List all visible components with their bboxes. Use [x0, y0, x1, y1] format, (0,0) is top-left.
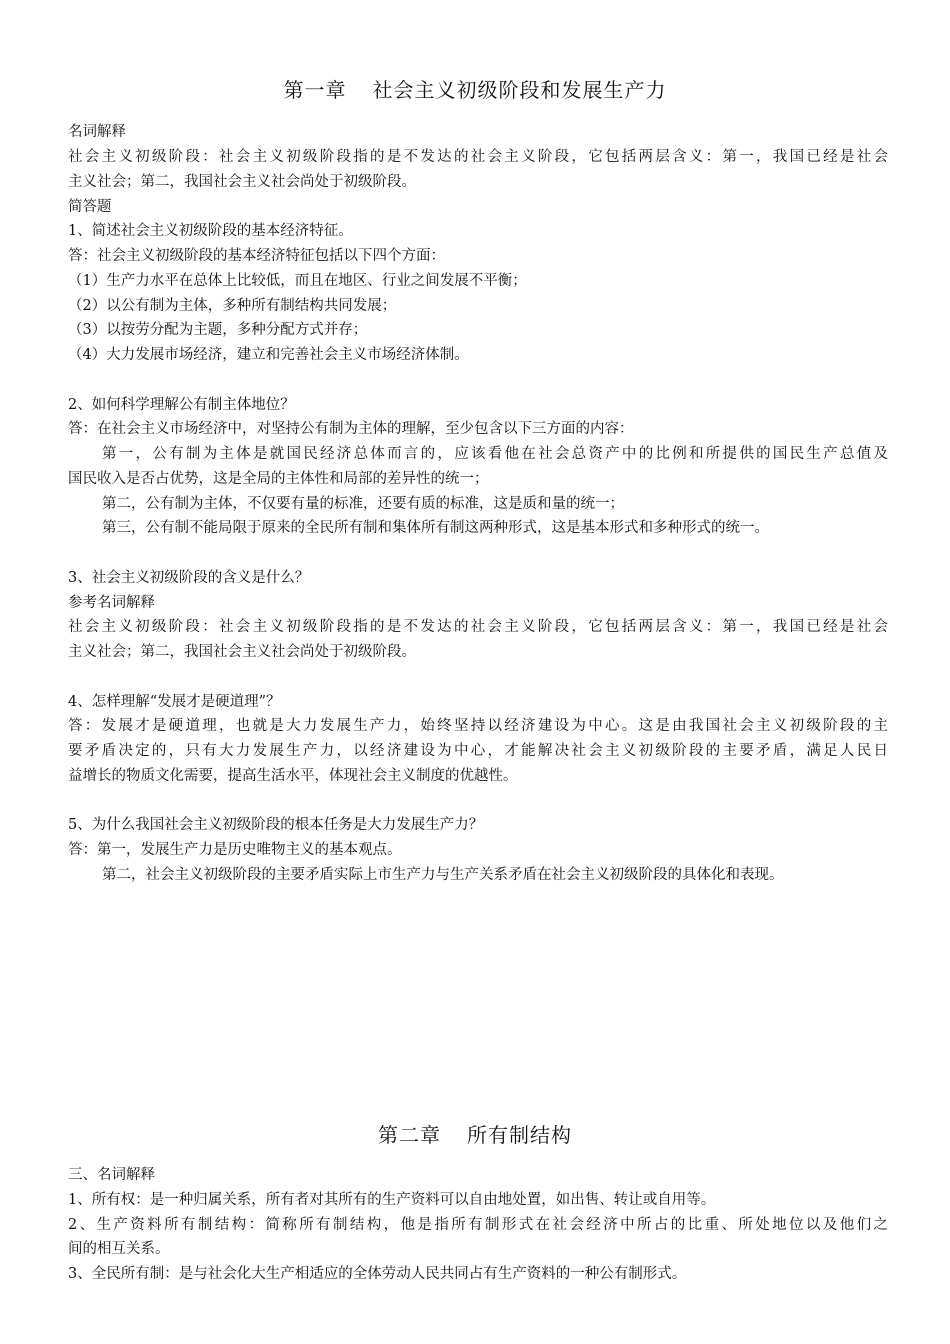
- question-text: 4、怎样理解“发展才是硬道理”？: [68, 694, 281, 710]
- question-text: 1、简述社会主义初级阶段的基本经济特征。: [68, 223, 353, 239]
- chapter2-heading: 所有制结构: [467, 1123, 572, 1147]
- answer-text: 答：社会主义初级阶段的基本经济特征包括以下四个方面：: [68, 248, 445, 264]
- list-item: （4）大力发展市场经济，建立和完善社会主义市场经济体制。: [68, 347, 469, 363]
- answer-text: 第二，公有制为主体，不仅要有量的标准，还要有质的标准，这是质和量的统一；: [102, 496, 624, 512]
- section-heading: 名词解释: [68, 124, 126, 140]
- definition-text: 社会主义初级阶段：社会主义初级阶段指的是不发达的社会主义阶段，它包括两层含义：第一，我国已经是社会: [68, 149, 888, 165]
- definition-text: 间的相互关系。: [68, 1241, 170, 1257]
- answer-text: 国民收入是否占优势，这是全局的主体性和局部的差异性的统一；: [68, 471, 489, 487]
- list-item: （1）生产力水平在总体上比较低，而且在地区、行业之间发展不平衡；: [68, 273, 527, 289]
- answer-text: 第一，公有制为主体是就国民经济总体而言的，应该看他在社会总资产中的比例和所提供的国民生产总值及: [102, 446, 888, 462]
- section-heading: 参考名词解释: [68, 595, 155, 611]
- answer-text: 答：发展才是硬道理，也就是大力发展生产力，始终坚持以经济建设为中心。这是由我国社会主义初级阶段的主: [68, 718, 888, 734]
- chapter1-heading: 社会主义初级阶段和发展生产力: [372, 78, 667, 102]
- section-heading: 三、名词解释: [68, 1167, 155, 1183]
- answer-text: 答：在社会主义市场经济中，对坚持公有制为主体的理解，至少包含以下三方面的内容：: [68, 421, 634, 437]
- chapter1-title: [0, 76, 950, 104]
- chapter2-title: [0, 1121, 950, 1149]
- list-item: （2）以公有制为主体，多种所有制结构共同发展；: [68, 298, 397, 314]
- chapter2-number: 第二章: [378, 1123, 441, 1147]
- answer-text: 益增长的物质文化需要，提高生活水平，体现社会主义制度的优越性。: [68, 768, 518, 784]
- list-item: （3）以按劳分配为主题，多种分配方式并存；: [68, 322, 368, 338]
- answer-text: 第三，公有制不能局限于原来的全民所有制和集体所有制这两种形式，这是基本形式和多种形式的统一。: [102, 520, 769, 536]
- definition-text: 主义社会；第二，我国社会主义社会尚处于初级阶段。: [68, 644, 416, 660]
- question-text: 5、为什么我国社会主义初级阶段的根本任务是大力发展生产力？: [68, 817, 484, 833]
- definition-text: 社会主义初级阶段：社会主义初级阶段指的是不发达的社会主义阶段，它包括两层含义：第一，我国已经是社会: [68, 619, 888, 635]
- question-text: 2、如何科学理解公有制主体地位？: [68, 397, 295, 413]
- section-heading: 简答题: [68, 199, 112, 215]
- definition-text: 2、生产资料所有制结构：简称所有制结构，他是指所有制形式在社会经济中所占的比重、所处地位以及他们之: [68, 1217, 888, 1233]
- definition-text: 主义社会；第二，我国社会主义社会尚处于初级阶段。: [68, 174, 416, 190]
- answer-text: 要矛盾决定的，只有大力发展生产力，以经济建设为中心，才能解决社会主义初级阶段的主要矛盾，满足人民日: [68, 743, 888, 759]
- answer-text: 第二，社会主义初级阶段的主要矛盾实际上市生产力与生产关系矛盾在社会主义初级阶段的具体化和表现。: [102, 867, 784, 883]
- chapter1-number: 第一章: [283, 78, 347, 102]
- definition-text: 1、所有权：是一种归属关系，所有者对其所有的生产资料可以自由地处置，如出售、转让或自用等。: [68, 1192, 716, 1208]
- question-text: 3、社会主义初级阶段的含义是什么？: [68, 570, 310, 586]
- definition-text: 3、全民所有制：是与社会化大生产相适应的全体劳动人民共同占有生产资料的一种公有制形式。: [68, 1266, 687, 1282]
- answer-text: 答：第一，发展生产力是历史唯物主义的基本观点。: [68, 842, 402, 858]
